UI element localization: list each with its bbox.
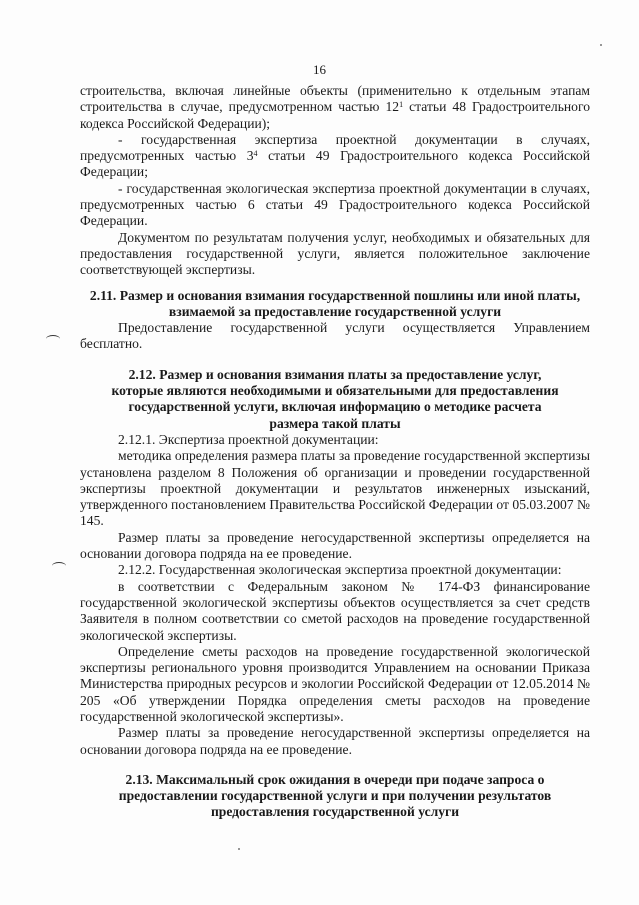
paragraph: строительства, включая линейные объекты (применительно к отдельным этапам строительства в случае, предусмотренном частью $12^1$ статьи 48 Градостроительного кодекса Российской Федерации);	[80, 83, 590, 131]
scan-speck	[600, 44, 602, 46]
paragraph: 2.12.2. Государственная экологическая экспертиза проектной документации:	[118, 562, 562, 578]
section-heading-2-12: 2.12. Размер и основания взимания платы за предоставление услуг, которые являются необходимыми и обязательными для предоставления государственной услуги, включая информацию о методике расчета размера такой платы	[111, 366, 559, 431]
paragraph: в соответствии с Федеральным законом № 174-ФЗ финансирование государственной экологической экспертизы объектов осуществляется за счет средств Заявителя в полном соответствии со сметой расходов на проведение государственной экологической экспертизы.	[80, 578, 590, 643]
document-body	[80, 83, 590, 821]
paragraph: Документом по результатам получения услуг, необходимых и обязательных для предоставления государственной услуги, является положительное заключение соответствующей экспертизы.	[80, 229, 590, 278]
paragraph: Размер платы за проведение негосударственной экспертизы определяется на основании договора подряда на ее проведение.	[80, 529, 590, 562]
page-number: 16	[313, 62, 326, 77]
paragraph: Предоставление государственной услуги осуществляется Управлением бесплатно.	[80, 320, 590, 352]
section-heading-2-13: 2.13. Максимальный срок ожидания в очереди при подаче запроса о предоставлении государственной услуги и при получении результатов предоставления государственной услуги	[118, 771, 552, 820]
paragraph: - государственная экспертиза проектной документации в случаях, предусмотренных частью $3^4$ статьи 49 Градостроительного кодекса Российской Федерации;	[80, 131, 590, 180]
paragraph: Размер платы за проведение негосударственной экспертизы определяется на основании договора подряда на ее проведение.	[80, 725, 590, 757]
paragraph: Определение сметы расходов на проведение государственной экологической экспертизы регионального уровня производится Управлением на основании Приказа Министерства природных ресурсов и экологии Российской Федерации от 12.05.2014 № 205 «Об утверждении Порядка определения сметы расходов на проведение государственной экологической экспертизы».	[80, 643, 590, 724]
scan-speck	[238, 848, 240, 850]
paragraph: 2.12.1. Экспертиза проектной документации:	[118, 431, 379, 447]
binding-hole-mark	[46, 335, 60, 343]
binding-hole-mark	[52, 562, 66, 570]
paragraph: методика определения размера платы за проведение государственной экспертизы установлена разделом 8 Положения об организации и проведении государственной экспертизы проектной документации и результатов инженерных изысканий, утвержденного постановлением Правительства Российской Федерации от 05.03.2007 № 145.	[80, 448, 590, 529]
section-heading-2-11: 2.11. Размер и основания взимания государственной пошлины или иной платы, взимаемой за предоставление государственной услуги	[89, 287, 581, 319]
paragraph: - государственная экологическая экспертиза проектной документации в случаях, предусмотренных частью 6 статьи 49 Градостроительного кодекса Российской Федерации.	[80, 180, 590, 229]
